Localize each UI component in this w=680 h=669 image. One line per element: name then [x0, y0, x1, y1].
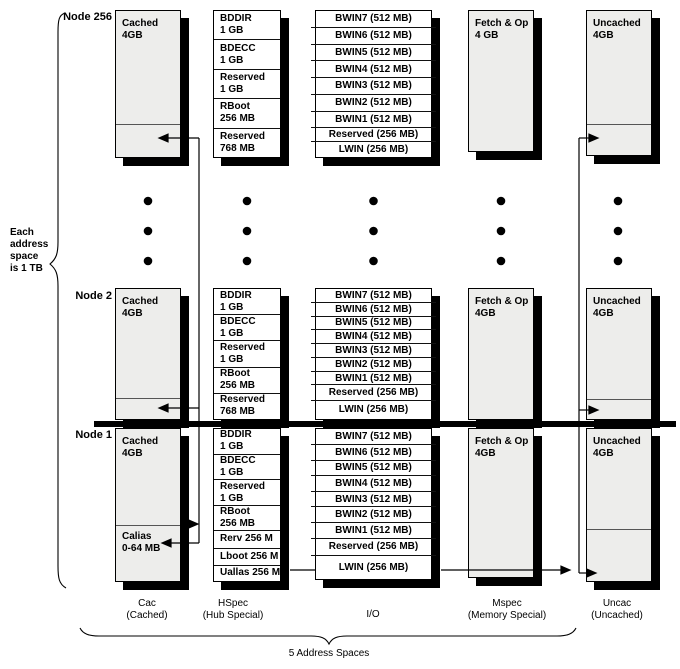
ellipsis-dot [369, 227, 378, 236]
memory-region-row [214, 429, 280, 454]
memory-region-label: 768 MB [220, 142, 256, 154]
ellipsis-dot [243, 227, 252, 236]
node2-io-rows [316, 289, 431, 419]
arrowhead [561, 566, 570, 574]
node2-hspec-rows [214, 289, 280, 419]
memory-region-row [316, 492, 431, 507]
node2-mspec-label [469, 289, 533, 320]
memory-region-label: BDECC [220, 42, 256, 54]
footer-line: I/O [366, 609, 380, 620]
nodes-left-brace [50, 13, 66, 588]
note-line: address [10, 239, 49, 250]
memory-region-row [316, 385, 431, 401]
footer-line: Cac [138, 598, 156, 609]
ellipsis-dot [614, 197, 623, 206]
memory-region-row [214, 39, 280, 68]
memory-region-row [316, 28, 431, 45]
memory-region-row [214, 479, 280, 505]
memory-region-label: BWIN4 (512 MB) [335, 63, 412, 75]
memory-region-row [316, 556, 431, 579]
node256-cached-label [116, 11, 180, 42]
memory-region-label: Uncached [593, 436, 641, 447]
column-footer-uncac [547, 598, 680, 622]
node2-cached-label [116, 289, 180, 320]
ellipsis-dot [614, 257, 623, 266]
memory-region-label: BWIN2 (512 MB) [335, 508, 412, 520]
node1-cached-box [115, 428, 181, 582]
address-spaces-count-label: 5 Address Spaces [288, 648, 370, 659]
node2-hspec-box [213, 288, 281, 420]
ellipsis-dot [369, 257, 378, 266]
memory-region-label: Reserved (256 MB) [328, 541, 419, 553]
memory-region-label: BDDIR [220, 13, 252, 25]
note-line: Each [10, 227, 34, 238]
node1-hspec-box [213, 428, 281, 582]
memory-region-label: Reserved [220, 480, 266, 492]
memory-region-label: 256 MB [220, 113, 256, 125]
memory-region-label: 4GB [122, 448, 143, 459]
node256-cached-box [115, 10, 181, 158]
memory-region-row [316, 330, 431, 344]
memory-region-label: Rerv 256 M [220, 533, 273, 545]
memory-region-label: LWIN (256 MB) [338, 143, 409, 155]
ellipsis-dot [369, 197, 378, 206]
memory-region-label: BWIN4 (512 MB) [335, 478, 412, 490]
memory-region-label: BWIN3 (512 MB) [335, 80, 412, 92]
memory-region-row [316, 45, 431, 62]
memory-region-label: Fetch & Op [475, 436, 529, 447]
node1-calias-label [116, 527, 180, 555]
memory-region-row [214, 98, 280, 127]
node2-io-box [315, 288, 432, 420]
node256-uncached-box [586, 10, 652, 156]
node1-boundary-bar [94, 421, 676, 427]
arrowhead [189, 520, 198, 528]
footer-line: Uncac [602, 598, 632, 609]
node2-cached-box [115, 288, 181, 420]
memory-region-label: 4GB [593, 308, 614, 319]
memory-region-label: Uallas 256 M [220, 567, 281, 579]
memory-region-label: 4GB [593, 448, 614, 459]
region-divider [116, 525, 180, 526]
memory-region-row [316, 112, 431, 129]
memory-region-row [316, 358, 431, 372]
memory-region-label: Fetch & Op [475, 296, 529, 307]
ellipsis-dot [243, 257, 252, 266]
memory-region-label: Reserved [220, 130, 266, 142]
memory-region-label: Reserved [220, 342, 266, 353]
node256-mspec-label [469, 11, 533, 42]
region-divider [587, 124, 651, 125]
node1-hspec-rows [214, 429, 280, 581]
region-divider [587, 399, 651, 400]
memory-region-row [214, 11, 280, 39]
node1-uncached-label [587, 429, 651, 460]
memory-region-label: BDECC [220, 315, 256, 327]
memory-region-label: BWIN6 (512 MB) [335, 30, 412, 42]
memory-region-row [316, 289, 431, 303]
memory-region-row [316, 476, 431, 492]
memory-region-row [214, 565, 280, 581]
note-line: space [10, 251, 39, 262]
memory-region-label: Cached [122, 436, 159, 447]
node256-io-rows [316, 11, 431, 157]
memory-region-label: 1 GB [220, 327, 244, 339]
column-footer-hspec [163, 598, 303, 622]
memory-region-row [316, 61, 431, 78]
footer-line: (Memory Special) [467, 610, 547, 621]
ellipsis-dot [144, 227, 153, 236]
node256-uncached-label [587, 11, 651, 42]
memory-region-label: 1 GB [220, 466, 244, 478]
node256-io-box [315, 10, 432, 158]
footer-line: Mspec [492, 598, 522, 609]
memory-region-label: BWIN7 (512 MB) [335, 430, 412, 442]
memory-region-row [316, 429, 431, 445]
ellipsis-dot [497, 257, 506, 266]
note-line: is 1 TB [10, 263, 43, 274]
memory-region-row [316, 523, 431, 539]
node1-io-box [315, 428, 432, 580]
address-spaces-brace [80, 628, 576, 644]
node1-mspec-label [469, 429, 533, 460]
memory-region-label: BWIN3 (512 MB) [335, 493, 412, 505]
memory-region-label: BWIN2 (512 MB) [335, 358, 412, 370]
memory-region-label: Fetch & Op [475, 18, 529, 29]
memory-region-label: Reserved (256 MB) [328, 129, 419, 141]
memory-region-label: Uncached [593, 18, 641, 29]
memory-region-row [214, 505, 280, 530]
memory-region-label: LWIN (256 MB) [338, 561, 409, 573]
memory-region-label: RBoot [220, 101, 250, 113]
memory-region-label: BDDIR [220, 429, 252, 441]
memory-region-label: 4GB [122, 308, 143, 319]
memory-region-row [316, 142, 431, 157]
footer-line: (Hub Special) [202, 610, 264, 621]
region-divider [116, 398, 180, 399]
memory-region-label: 4 GB [475, 30, 499, 41]
node2-uncached-box [586, 288, 652, 420]
memory-region-row [214, 69, 280, 98]
memory-region-row [316, 303, 431, 317]
node-1-label: Node 1 [75, 429, 112, 441]
memory-region-row [214, 340, 280, 366]
memory-region-label: Reserved [220, 72, 266, 84]
node-2-label: Node 2 [75, 290, 112, 302]
memory-region-row [316, 95, 431, 112]
memory-region-row [214, 548, 280, 565]
memory-region-label: 1 GB [220, 354, 244, 365]
memory-region-label: BWIN5 (512 MB) [335, 317, 412, 329]
memory-region-row [316, 461, 431, 477]
memory-region-label: 1 GB [220, 25, 244, 37]
node-256-label: Node 256 [63, 11, 112, 23]
memory-region-label: 1 GB [220, 84, 244, 96]
memory-region-label: BWIN5 (512 MB) [335, 462, 412, 474]
memory-region-row [316, 401, 431, 419]
memory-region-label: 4GB [475, 308, 496, 319]
memory-region-label: 1 GB [220, 492, 244, 504]
memory-region-row [316, 11, 431, 28]
memory-region-label: BDDIR [220, 289, 252, 301]
memory-region-label: 4GB [122, 30, 143, 41]
memory-region-label: 1 GB [220, 301, 244, 313]
memory-region-label: BWIN7 (512 MB) [335, 13, 412, 25]
memory-region-label: BWIN6 (512 MB) [335, 303, 412, 315]
memory-region-label: BWIN6 (512 MB) [335, 446, 412, 458]
node256-mspec-box [468, 10, 534, 152]
memory-region-row [316, 78, 431, 95]
footer-line: (Cached) [126, 610, 168, 621]
memory-region-row [316, 317, 431, 331]
memory-region-row [316, 372, 431, 386]
node256-hspec-rows [214, 11, 280, 157]
node2-mspec-box [468, 288, 534, 420]
ellipsis-dot [144, 197, 153, 206]
memory-region-row [214, 128, 280, 157]
memory-region-label: RBoot [220, 368, 250, 380]
memory-region-label: Reserved (256 MB) [328, 387, 419, 399]
memory-region-label: Calias [122, 531, 152, 542]
memory-region-row [316, 539, 431, 557]
memory-region-label: 256 MB [220, 517, 256, 529]
memory-region-label: BWIN1 (512 MB) [335, 372, 412, 384]
memory-region-label: Cached [122, 18, 159, 29]
memory-region-row [214, 530, 280, 548]
memory-region-label: 0-64 MB [122, 543, 161, 554]
node1-cached-label [116, 429, 180, 460]
column-footer-io [303, 598, 443, 621]
region-divider [587, 529, 651, 530]
memory-region-row [214, 454, 280, 480]
memory-region-label: RBoot [220, 505, 250, 517]
memory-region-row [214, 289, 280, 314]
region-divider [116, 124, 180, 125]
ellipsis-dot [243, 197, 252, 206]
ellipsis-dot [144, 257, 153, 266]
node-ellipsis-dots [144, 197, 623, 266]
memory-region-label: Reserved [220, 394, 266, 406]
ellipsis-dot [614, 227, 623, 236]
memory-region-label: Cached [122, 296, 159, 307]
memory-region-label: 1 GB [220, 441, 244, 453]
memory-region-label: BWIN2 (512 MB) [335, 97, 412, 109]
memory-region-row [214, 314, 280, 340]
memory-region-row [316, 445, 431, 461]
ellipsis-dot [497, 227, 506, 236]
memory-region-row [316, 128, 431, 142]
memory-region-row [214, 367, 280, 393]
memory-region-label: BWIN4 (512 MB) [335, 331, 412, 343]
memory-region-label: 256 MB [220, 380, 256, 392]
memory-region-label: Lboot 256 M [220, 550, 279, 562]
footer-line: (Uncached) [591, 610, 643, 621]
footer-line: HSpec [217, 598, 248, 609]
node1-io-rows [316, 429, 431, 579]
memory-region-label: BWIN7 (512 MB) [335, 289, 412, 301]
memory-region-row [214, 393, 280, 419]
memory-region-label: BWIN3 (512 MB) [335, 345, 412, 357]
memory-region-label: LWIN (256 MB) [338, 404, 409, 416]
memory-region-label: BWIN5 (512 MB) [335, 46, 412, 58]
node1-mspec-box [468, 428, 534, 578]
memory-region-label: 4GB [593, 30, 614, 41]
memory-region-row [316, 344, 431, 358]
node256-hspec-box [213, 10, 281, 158]
node2-uncached-label [587, 289, 651, 320]
memory-region-label: BWIN1 (512 MB) [335, 524, 412, 536]
memory-region-label: 768 MB [220, 406, 256, 418]
ellipsis-dot [497, 197, 506, 206]
memory-region-label: Uncached [593, 296, 641, 307]
memory-region-label: 1 GB [220, 54, 244, 66]
memory-region-label: BDECC [220, 454, 256, 466]
node1-uncached-box [586, 428, 652, 582]
memory-region-label: 4GB [475, 448, 496, 459]
memory-region-row [316, 507, 431, 523]
memory-region-label: BWIN1 (512 MB) [335, 113, 412, 125]
address-space-note [10, 227, 48, 275]
